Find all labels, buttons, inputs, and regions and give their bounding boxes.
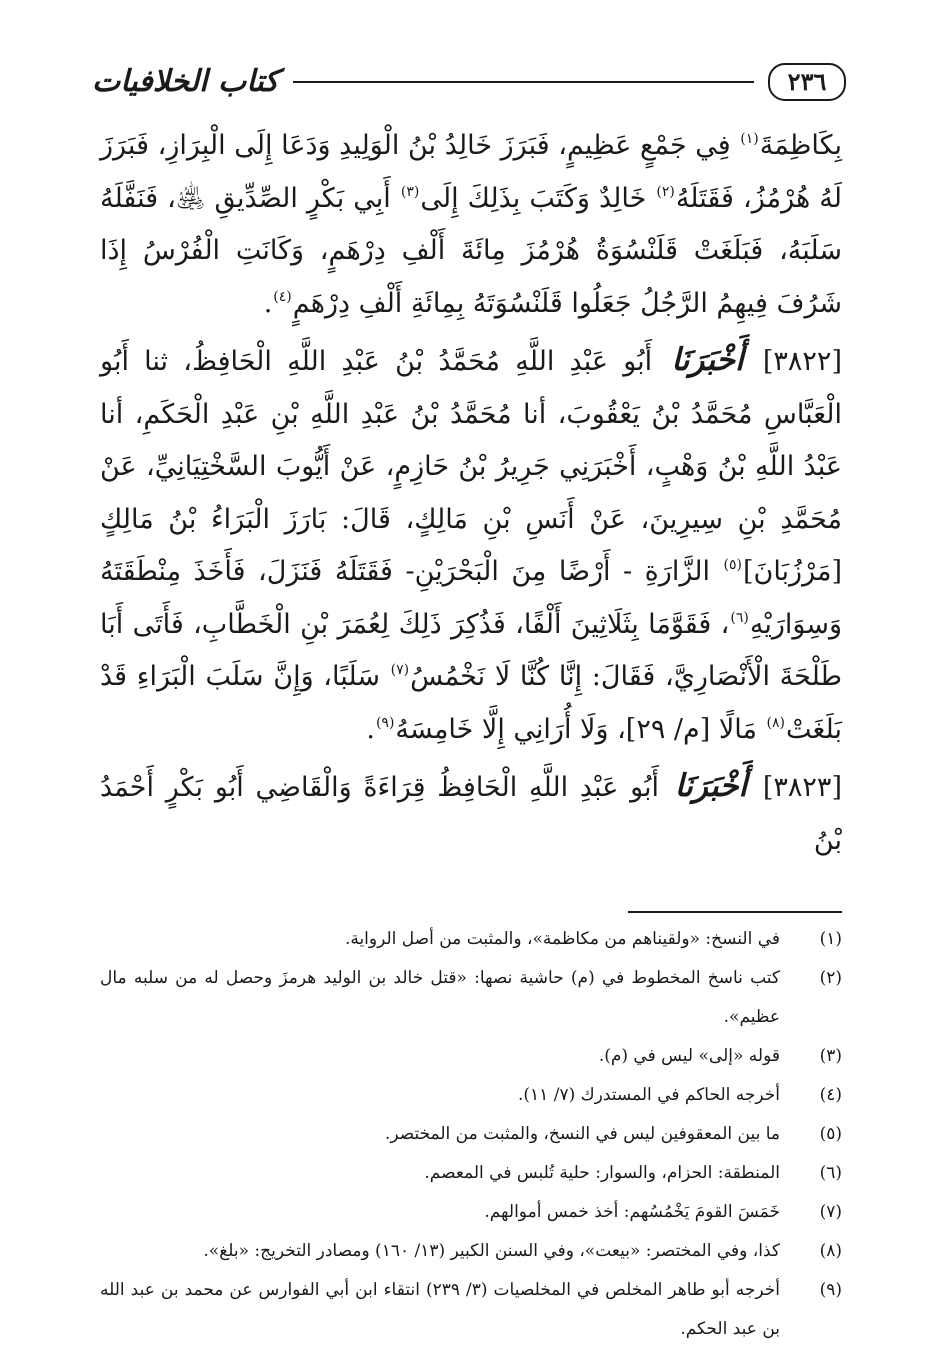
footnote-item (100, 920, 842, 959)
footnote-item (100, 1271, 842, 1349)
footnote-item (100, 1193, 842, 1232)
footnote-ref: (٩) (375, 714, 395, 731)
footnote-text: المنطقة: الحزام، والسوار: حلية تُلبس في المعصم. (424, 1163, 780, 1183)
footnote-item (100, 1232, 842, 1271)
akhbarana-marker: أَخْبَرَنَا (671, 342, 744, 378)
text-run: ، فَقَوَّمَا بِثَلَاثِينَ أَلْفًا، فَذُكِرَ ذَلِكَ لِعُمَرَ بْنِ الْخَطَّابِ، فَأَتَى أَبَا طَلْحَةَ الْأَنْصَارِيَّ، فَقَالَ: إِنَّا كُنَّا لَا نَخْمُسُ (100, 608, 842, 692)
text-run: فِي جَمْعٍ عَظِيمٍ، فَبَرَزَ خَالِدُ بْنُ الْوَلِيدِ وَدَعَا إِلَى الْبِرَازِ، فَبَرَزَ لَهُ هُرْمُزُ، فَقَتَلَهُ (100, 130, 842, 214)
footnote-number: (٩) (819, 1280, 842, 1300)
main-text (100, 120, 842, 867)
paragraph-hadith-3822 (100, 334, 842, 756)
footnote-item (100, 1154, 842, 1193)
text-run: . (263, 287, 273, 319)
footnote-ref: (٦) (730, 609, 749, 626)
footnote-text: أخرجه أبو طاهر المخلص في المخلصيات (٣/ ٢٣٩) انتقاء ابن أبي الفوارس عن محمد بن عبد الله بن عبد الحكم. (100, 1280, 780, 1339)
footnotes (100, 920, 842, 1349)
footnote-ref: (٧) (390, 662, 410, 678)
footnote-text: في النسخ: «ولقيناهم من مكاظمة»، والمثبت من أصل الرواية. (344, 929, 780, 949)
akhbarana-marker: أَخْبَرَنَا (674, 768, 748, 804)
text-run: سَلَبًا، وَإِنَّ سَلَبَ الْبَرَاءِ قَدْ بَلَغَتْ (100, 661, 842, 745)
footnote-number: (٦) (819, 1163, 842, 1183)
footnote-item (100, 1115, 842, 1154)
hadith-number: [٣٨٢٣] (762, 772, 842, 803)
footnote-number: (٨) (819, 1241, 842, 1261)
footnote-text: خَمَسَ القومَ يَخْمُسُهم: أخذ خمس أموالهم. (484, 1202, 780, 1222)
footnote-ref: (٢) (656, 183, 675, 200)
footnote-text: أخرجه الحاكم في المستدرك (٧/ ١١). (517, 1085, 780, 1105)
footnote-ref: (٤) (273, 288, 292, 305)
footnote-number: (٣) (819, 1046, 842, 1066)
text-run: بِكَاظِمَةَ (759, 130, 842, 161)
footnote-ref: (٥) (723, 557, 742, 573)
footnote-text: كتب ناسخ المخطوط في (م) حاشية نصها: «قتل خالد بن الوليد هرمزَ وحصل له من سلبه مال عظيم». (100, 968, 780, 1027)
text-run: أَبُو عَبْدِ اللَّهِ مُحَمَّدُ بْنُ عَبْدِ اللَّهِ الْحَافِظُ، ثنا أَبُو الْعَبَّاسِ مُحَمَّدُ بْنُ يَعْقُوبَ، أنا مُحَمَّدُ بْنُ عَبْدِ اللَّهِ بْنِ عَبْدِ الْحَكَمِ، أنا عَبْدُ اللَّهِ بْنُ وَهْبٍ، أَخْبَرَنِي جَرِيرُ بْنُ حَازِمٍ، عَنْ أَيُّوبَ السَّخْتِيَانِيِّ، عَنْ مُحَمَّدِ بْنِ سِيرِينَ، عَنْ أَنَسِ بْنِ مَالِكٍ، قَالَ: بَارَزَ الْبَرَاءُ بْنُ مَالِكٍ [مَرْزُبَانَ] (100, 346, 842, 587)
hadith-number: [٣٨٢٢] (762, 346, 842, 377)
footnote-text: ما بين المعقوفين ليس في النسخ، والمثبت من المختصر. (384, 1124, 780, 1144)
paragraph-hadith-3823 (100, 760, 842, 867)
footnote-number: (٥) (819, 1124, 842, 1144)
footnote-number: (٢) (819, 968, 842, 988)
page-header (92, 58, 846, 106)
footnote-number: (١) (819, 929, 842, 949)
footnote-ref: (١) (740, 131, 759, 147)
footnote-text: قوله «إلى» ليس في (م). (598, 1046, 780, 1066)
footnote-item (100, 1076, 842, 1115)
page-number: ٢٣٦ (768, 63, 846, 101)
paragraph-1 (100, 120, 842, 330)
footnote-number: (٧) (819, 1202, 842, 1222)
text-run: أَبِي بَكْرٍ الصِّدِّيقِ ﵁، فَنَفَّلَهُ سَلَبَهُ، فَبَلَغَتْ قَلَنْسُوَةُ هُرْمُزَ مِائَةَ أَلْفِ دِرْهَمٍ، وَكَانَتِ الْفُرْسُ إِذَا شَرُفَ فِيهِمُ الرَّجُلُ جَعَلُوا قَلَنْسُوَتَهُ بِمِائَةِ أَلْفِ دِرْهَمٍ (100, 182, 842, 319)
book-title: كتاب الخلافيات (92, 64, 279, 99)
header-rule (293, 81, 754, 83)
footnote-ref: (٨) (766, 714, 785, 731)
footnote-item (100, 959, 842, 1037)
footnote-ref: (٣) (400, 183, 420, 200)
footnote-text: كذا، وفي المختصر: «بيعت»، وفي السنن الكبير (١٣/ ١٦٠) ومصادر التخريج: «بلغ». (203, 1241, 780, 1261)
text-run: مَالًا [م/ ٢٩]، وَلَا أُرَانِي إِلَّا خَامِسَهُ (395, 713, 766, 745)
footnote-separator (628, 911, 842, 913)
footnote-item (100, 1037, 842, 1076)
footnote-number: (٤) (819, 1085, 842, 1105)
text-run: أَبُو عَبْدِ اللَّهِ الْحَافِظُ قِرَاءَةً وَالْقَاضِي أَبُو بَكْرٍ أَحْمَدُ بْنُ (100, 772, 842, 856)
text-run: خَالِدٌ وَكَتَبَ بِذَلِكَ إِلَى (420, 182, 656, 214)
text-run: . (366, 713, 375, 745)
text-run: الزَّارَةِ - أَرْضًا مِنَ الْبَحْرَيْنِ- فَقَتَلَهُ فَنَزَلَ، فَأَخَذَ مِنْطَقَتَهُ وَسِوَارَيْهِ (100, 556, 842, 640)
